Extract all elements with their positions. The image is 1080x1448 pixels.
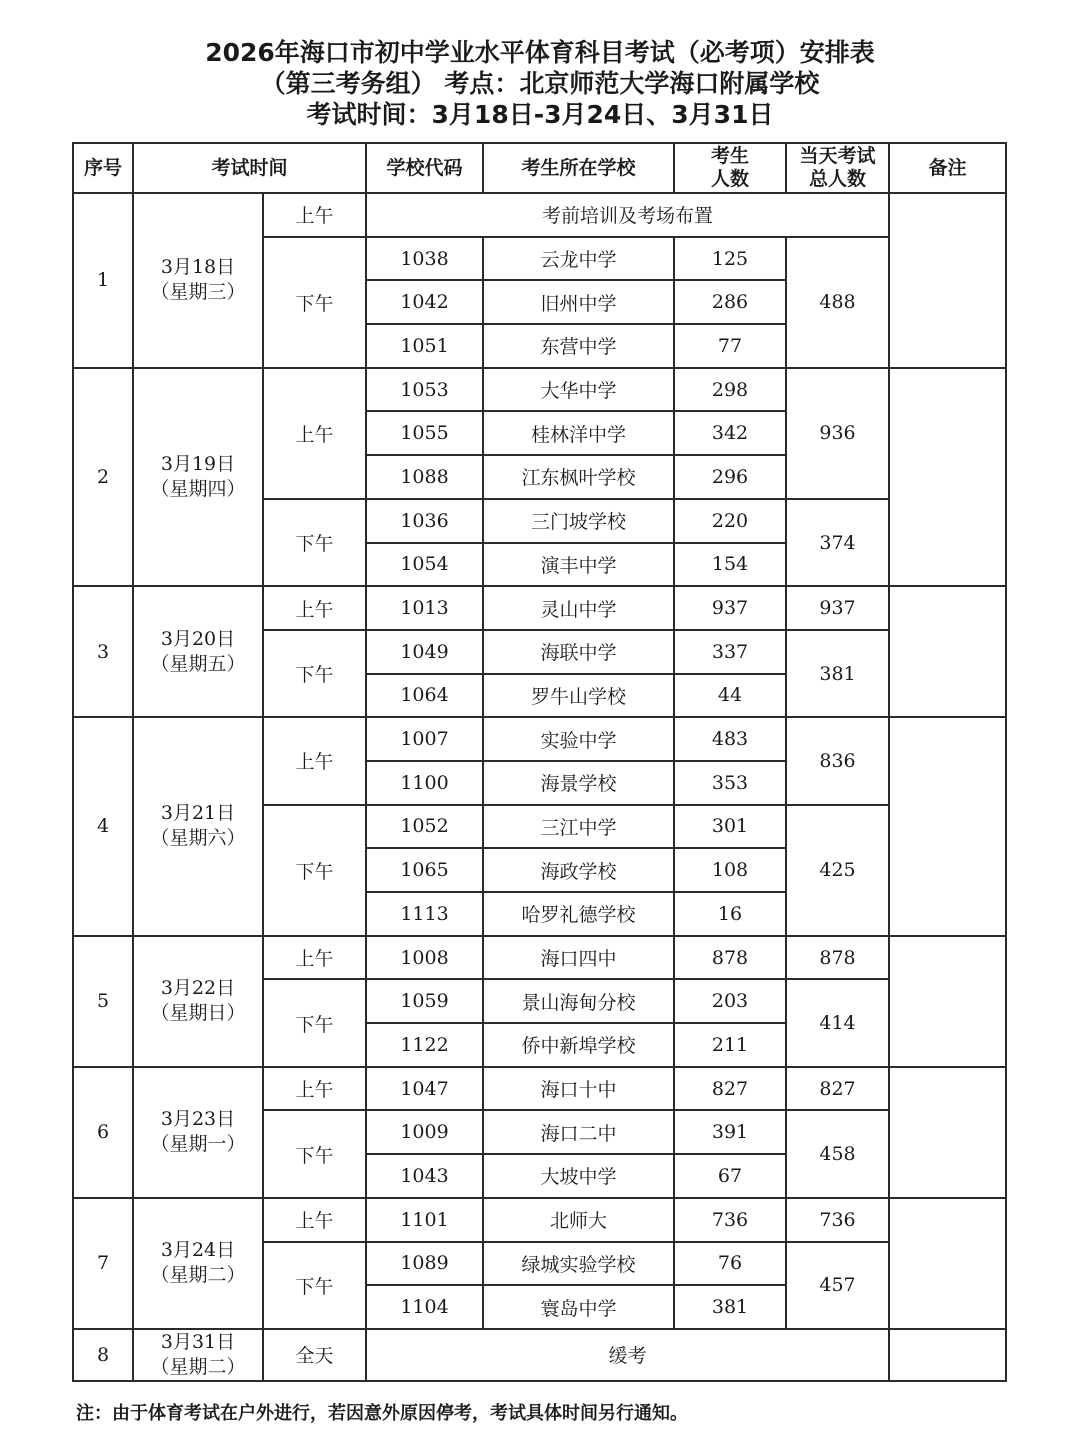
school-name-cell: 哈罗礼德学校 [483,892,674,936]
school-code-cell: 1100 [366,761,483,805]
period-cell: 下午 [263,1110,366,1197]
day-total-cell: 425 [786,805,889,936]
date-cell [133,193,263,368]
school-name-cell: 实验中学 [483,717,674,761]
school-code-cell: 1009 [366,1110,483,1154]
student-count-cell: 342 [674,411,786,455]
seq-cell: 7 [73,1198,133,1329]
school-code-cell: 1047 [366,1067,483,1111]
school-code-cell: 1049 [366,630,483,674]
school-name-cell: 大华中学 [483,368,674,412]
period-cell: 全天 [263,1329,366,1381]
date-cell [133,936,263,1067]
school-code-cell: 1043 [366,1154,483,1198]
student-count-cell: 296 [674,455,786,499]
student-count-cell: 67 [674,1154,786,1198]
schedule-table [72,142,1007,1382]
remark-cell [889,1329,1006,1381]
date-cell [133,586,263,717]
school-name-cell: 灵山中学 [483,586,674,630]
school-code-cell: 1113 [366,892,483,936]
weekday-text: （星期三） [150,281,246,304]
student-count-cell: 203 [674,979,786,1023]
remark-cell [889,936,1006,1067]
date-cell [133,1067,263,1198]
header-remark: 备注 [889,143,1006,193]
student-count-cell: 391 [674,1110,786,1154]
merged-note-cell: 考前培训及考场布置 [366,193,889,237]
school-code-cell: 1036 [366,499,483,543]
remark-cell [889,586,1006,717]
school-name-cell: 绿城实验学校 [483,1242,674,1286]
school-name-cell: 云龙中学 [483,237,674,281]
school-code-cell: 1013 [366,586,483,630]
seq-cell: 5 [73,936,133,1067]
table-row [73,1067,1006,1111]
exam-dates: 考试时间：3月18日-3月24日、3月31日 [306,100,774,129]
day-total-cell: 458 [786,1110,889,1197]
date-cell [133,1329,263,1381]
student-count-cell: 827 [674,1067,786,1111]
school-code-cell: 1064 [366,674,483,718]
school-code-cell: 1122 [366,1023,483,1067]
day-total-cell: 878 [786,936,889,980]
student-count-cell: 154 [674,543,786,587]
day-total-cell: 827 [786,1067,889,1111]
period-cell: 下午 [263,805,366,936]
period-cell: 上午 [263,1067,366,1111]
table-row [73,936,1006,980]
school-name-cell: 三门坡学校 [483,499,674,543]
student-count-cell: 76 [674,1242,786,1286]
student-count-cell: 937 [674,586,786,630]
date-cell [133,1198,263,1329]
student-count-cell: 211 [674,1023,786,1067]
day-total-cell: 414 [786,979,889,1066]
period-cell: 上午 [263,717,366,804]
school-name-cell: 海口四中 [483,936,674,980]
student-count-cell: 286 [674,280,786,324]
date-text: 3月21日 [160,802,236,825]
day-total-cell: 936 [786,368,889,499]
school-code-cell: 1008 [366,936,483,980]
footnote: 注：由于体育考试在户外进行，若因意外原因停考，考试具体时间另行通知。 [76,1403,688,1424]
weekday-text: （星期日） [150,1002,246,1025]
date-cell [133,368,263,586]
date-text: 3月18日 [160,256,236,279]
weekday-text: （星期五） [150,652,246,675]
seq-cell: 2 [73,368,133,586]
school-name-cell: 江东枫叶学校 [483,455,674,499]
merged-note-cell: 缓考 [366,1329,889,1381]
day-total-cell: 457 [786,1242,889,1329]
period-cell: 下午 [263,1242,366,1329]
header-row [73,143,1006,193]
remark-cell [889,717,1006,935]
date-cell [133,717,263,935]
date-text: 3月20日 [160,627,236,650]
school-name-cell: 东营中学 [483,324,674,368]
seq-cell: 3 [73,586,133,717]
period-cell: 下午 [263,630,366,717]
student-count-cell: 381 [674,1285,786,1329]
period-cell: 上午 [263,586,366,630]
remark-cell [889,1067,1006,1198]
table-row [73,1329,1006,1381]
remark-cell [889,368,1006,586]
school-name-cell: 三江中学 [483,805,674,849]
student-count-cell: 353 [674,761,786,805]
date-text: 3月19日 [160,452,236,475]
remark-cell [889,1198,1006,1329]
student-count-cell: 301 [674,805,786,849]
period-cell: 下午 [263,979,366,1066]
header-exam-time: 考试时间 [133,143,366,193]
school-name-cell: 桂林洋中学 [483,411,674,455]
schedule-body [73,193,1006,1381]
student-count-cell: 220 [674,499,786,543]
period-cell: 上午 [263,1198,366,1242]
school-code-cell: 1088 [366,455,483,499]
page-title: 2026年海口市初中学业水平体育科目考试（必考项）安排表 [205,38,875,67]
date-text: 3月24日 [160,1239,236,1262]
school-code-cell: 1101 [366,1198,483,1242]
school-code-cell: 1052 [366,805,483,849]
table-row [73,368,1006,412]
school-code-cell: 1051 [366,324,483,368]
header-school: 考生所在学校 [483,143,674,193]
day-total-cell: 374 [786,499,889,586]
day-total-cell: 488 [786,237,889,368]
school-name-cell: 海口十中 [483,1067,674,1111]
student-count-cell: 125 [674,237,786,281]
seq-cell: 1 [73,193,133,368]
school-code-cell: 1055 [366,411,483,455]
period-cell: 上午 [263,368,366,499]
weekday-text: （星期二） [150,1264,246,1287]
date-text: 3月31日 [160,1330,236,1353]
student-count-cell: 878 [674,936,786,980]
header-seq: 序号 [73,143,133,193]
day-total-cell: 381 [786,630,889,717]
seq-cell: 8 [73,1329,133,1381]
date-text: 3月22日 [160,977,236,1000]
weekday-text: （星期四） [150,477,246,500]
student-count-cell: 44 [674,674,786,718]
school-name-cell: 大坡中学 [483,1154,674,1198]
student-count-cell: 483 [674,717,786,761]
table-row [73,193,1006,237]
table-row [73,586,1006,630]
school-name-cell: 侨中新埠学校 [483,1023,674,1067]
student-count-cell: 77 [674,324,786,368]
school-code-cell: 1038 [366,237,483,281]
school-name-cell: 海景学校 [483,761,674,805]
header-count: 考生 人数 [674,143,786,193]
school-code-cell: 1054 [366,543,483,587]
weekday-text: （星期六） [150,827,246,850]
seq-cell: 6 [73,1067,133,1198]
seq-cell: 4 [73,717,133,935]
day-total-cell: 736 [786,1198,889,1242]
school-code-cell: 1089 [366,1242,483,1286]
date-text: 3月23日 [160,1108,236,1131]
weekday-text: （星期一） [150,1133,246,1156]
school-name-cell: 海联中学 [483,630,674,674]
student-count-cell: 108 [674,848,786,892]
school-code-cell: 1104 [366,1285,483,1329]
student-count-cell: 736 [674,1198,786,1242]
period-cell: 上午 [263,193,366,237]
school-name-cell: 景山海甸分校 [483,979,674,1023]
weekday-text: （星期二） [150,1355,246,1378]
table-row [73,1198,1006,1242]
school-code-cell: 1059 [366,979,483,1023]
school-name-cell: 海口二中 [483,1110,674,1154]
remark-cell [889,193,1006,368]
school-name-cell: 罗牛山学校 [483,674,674,718]
page-subtitle: （第三考务组） 考点：北京师范大学海口附属学校 [260,69,820,98]
school-code-cell: 1007 [366,717,483,761]
school-code-cell: 1042 [366,280,483,324]
day-total-cell: 937 [786,586,889,630]
student-count-cell: 16 [674,892,786,936]
period-cell: 上午 [263,936,366,980]
school-name-cell: 北师大 [483,1198,674,1242]
school-code-cell: 1053 [366,368,483,412]
table-row [73,717,1006,761]
day-total-cell: 836 [786,717,889,804]
school-name-cell: 旧州中学 [483,280,674,324]
period-cell: 下午 [263,237,366,368]
period-cell: 下午 [263,499,366,586]
school-name-cell: 演丰中学 [483,543,674,587]
school-name-cell: 海政学校 [483,848,674,892]
school-name-cell: 寰岛中学 [483,1285,674,1329]
school-code-cell: 1065 [366,848,483,892]
header-school-code: 学校代码 [366,143,483,193]
header-day-total: 当天考试 总人数 [786,143,889,193]
student-count-cell: 337 [674,630,786,674]
student-count-cell: 298 [674,368,786,412]
